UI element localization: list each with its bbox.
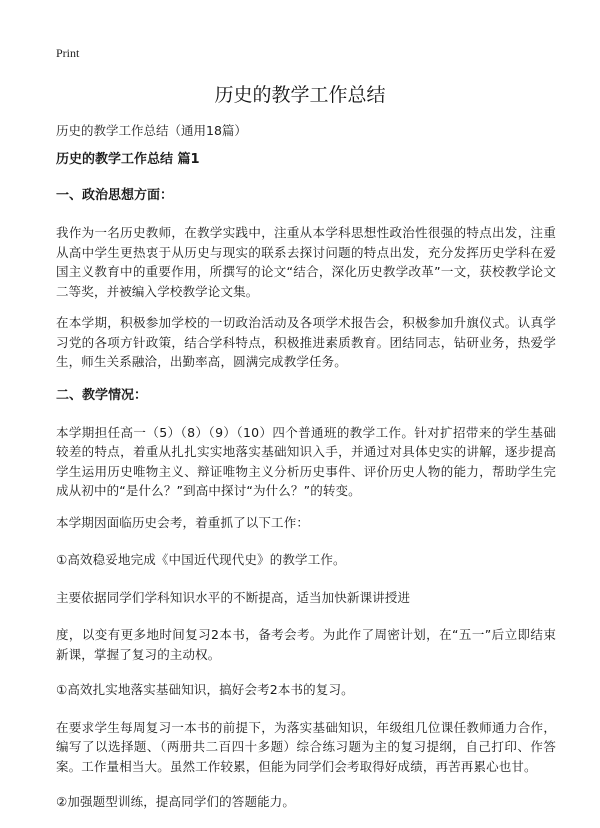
- paragraph: 主要依据同学们学科知识水平的不断提高，适当加快新课讲授进: [56, 589, 411, 605]
- paragraph: ①高效稳妥地完成《中国近代现代史》的教学工作。: [56, 552, 346, 567]
- document-subtitle: 历史的教学工作总结（通用18篇）: [56, 123, 247, 138]
- paragraph: 在要求学生每周复习一本书的前提下，为落实基础知识，年级组几位课任教师通力合作，编写了以选择题、（两册共二百四十多题）综合练习题为主的复习提纲，自己打印、作答案。工作量相当大。虽然工作较累，但能为同学们会考取得好成绩，再苦再累心也甘。: [56, 719, 556, 774]
- page-title: 历史的教学工作总结: [214, 84, 386, 106]
- paragraph: 我作为一名历史教师，在教学实践中，注重从本学科思想性政治性很强的特点出发，注重从高中学生更热衷于从历史与现实的联系去探讨问题的特点出发，充分发挥历史学科在爱国主义教育中的重要作用，所撰写的论文“结合，深化历史教学改革”一文，获校教学论文二等奖，并被编入学校教学论文集。: [56, 225, 556, 299]
- section-heading-teaching: 二、教学情况：: [56, 387, 148, 403]
- paragraph: ②加强题型训练，提高同学们的答题能力。: [56, 794, 296, 809]
- print-link[interactable]: Print: [56, 46, 80, 60]
- paragraph: 本学期因面临历史会考，着重抓了以下工作：: [56, 514, 310, 530]
- article-heading: 历史的教学工作总结 篇1: [56, 152, 200, 167]
- section-heading-political: 一、政治思想方面：: [56, 188, 174, 203]
- paragraph: 度，以变有更多地时间复习2本书，备考会考。为此作了周密计划，在“五一”后立即结束新课，掌握了复习的主动权。: [56, 627, 556, 662]
- paragraph: 在本学期，积极参加学校的一切政治活动及各项学术报告会，积极参加升旗仪式。认真学习党的各项方针政策，结合学科特点，积极推进素质教育。团结同志，钻研业务，热爱学生，师生关系融洽，出勤率高，圆满完成教学任务。: [56, 315, 556, 369]
- paragraph: ①高效扎实地落实基础知识，搞好会考2本书的复习。: [56, 682, 354, 697]
- document-body: [56, 150, 556, 824]
- paragraph: 本学期担任高一（5）（8）（9）（10）四个普通班的教学工作。针对扩招带来的学生基础较差的特点，着重从扎扎实实地落实基础知识入手，并通过对具体史实的讲解，逐步提高学生运用历史唯物主义、辩证唯物主义分析历史事件、评价历史人物的能力，帮助学生完成从初中的“是什么？”到高中探讨“为什么？”的转变。: [56, 424, 556, 498]
